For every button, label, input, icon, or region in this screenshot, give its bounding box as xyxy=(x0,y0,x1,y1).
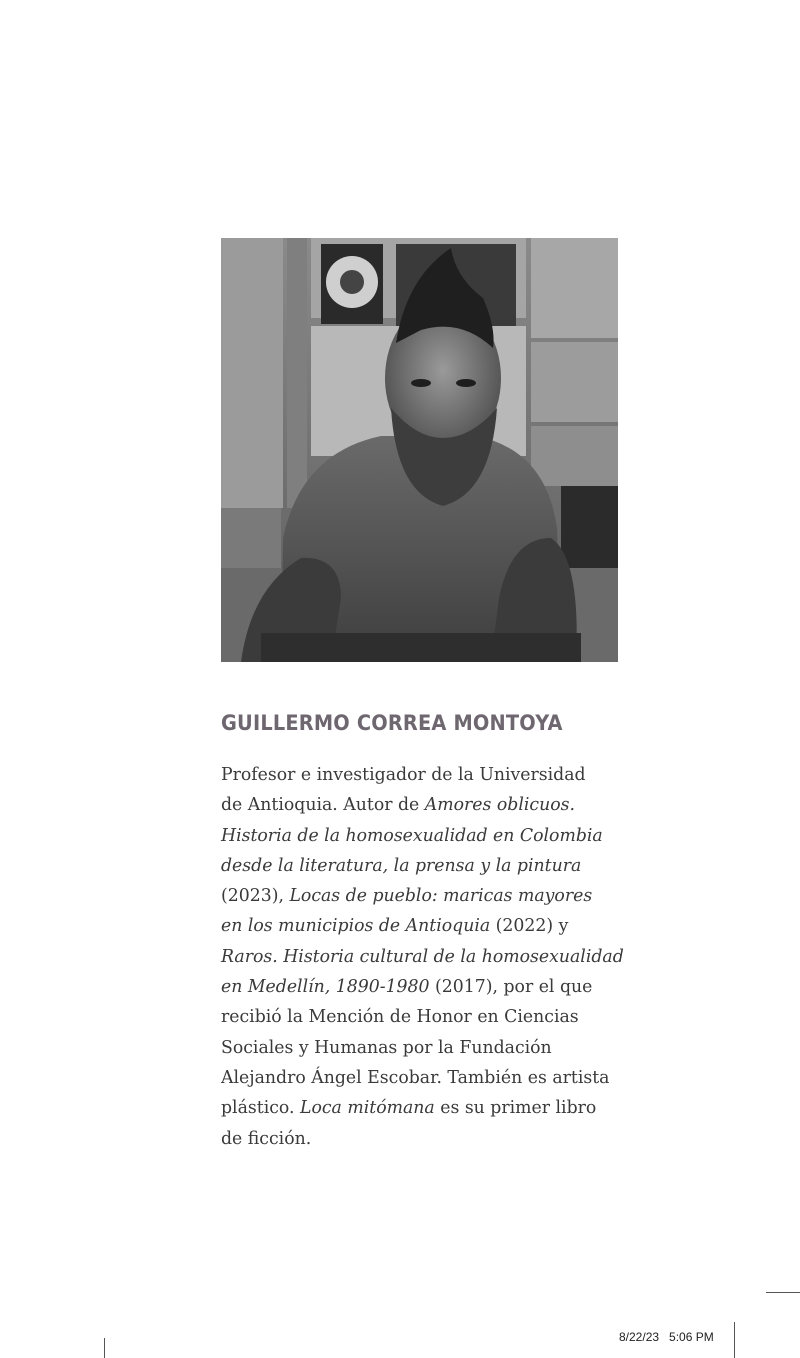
author-bio xyxy=(221,760,641,1154)
bio-line xyxy=(221,1093,624,1123)
bio-text: plástico. xyxy=(221,1097,301,1119)
bio-line xyxy=(221,972,624,1002)
bio-title-italic: Historia de la homosexualidad en Colombia xyxy=(221,824,603,846)
bio-title-italic: Raros. Historia cultural de la homosexualidad xyxy=(221,945,624,967)
bio-title-italic: en Medellín, 1890-1980 xyxy=(221,976,430,998)
crop-mark xyxy=(766,1292,800,1293)
bio-text: recibió la Mención de Honor en Ciencias xyxy=(221,1006,579,1028)
bio-line xyxy=(221,1124,624,1154)
bio-text: de Antioquia. Autor de xyxy=(221,794,425,816)
crop-mark xyxy=(104,1338,105,1358)
bio-text: (2017), por el que xyxy=(429,976,593,998)
bio-text: Sociales y Humanas por la Fundación xyxy=(221,1036,552,1058)
bio-line xyxy=(221,1063,624,1093)
author-name: GUILLERMO CORREA MONTOYA xyxy=(221,711,563,736)
bio-text: es su primer libro xyxy=(434,1097,597,1119)
bio-line xyxy=(221,1033,624,1063)
author-photo xyxy=(221,238,618,662)
bio-text: de ficción. xyxy=(221,1127,312,1149)
bio-line xyxy=(221,942,624,972)
bio-title-italic: Loca mitómana xyxy=(300,1097,435,1119)
author-portrait-photo xyxy=(221,238,618,662)
bio-title-italic: en los municipios de Antioquia xyxy=(221,915,491,937)
bio-line xyxy=(221,1002,624,1032)
bio-line xyxy=(221,881,624,911)
bio-line xyxy=(221,790,624,820)
bio-line xyxy=(221,760,624,790)
bio-title-italic: Locas de pueblo: maricas mayores xyxy=(289,885,593,907)
bio-line xyxy=(221,851,624,881)
crop-mark xyxy=(734,1322,735,1358)
bio-title-italic: desde la literatura, la prensa y la pintura xyxy=(221,854,582,876)
bio-line xyxy=(221,821,624,851)
bio-text: (2022) y xyxy=(490,915,569,937)
print-timestamp: 8/22/23 5:06 PM xyxy=(619,1330,714,1344)
bio-title-italic: Amores oblicuos. xyxy=(424,794,575,816)
bio-text: Profesor e investigador de la Universidad xyxy=(221,764,586,785)
bio-text: Alejandro Ángel Escobar. También es artista xyxy=(221,1066,610,1088)
bio-text: (2023), xyxy=(221,885,290,907)
bio-line xyxy=(221,911,624,941)
